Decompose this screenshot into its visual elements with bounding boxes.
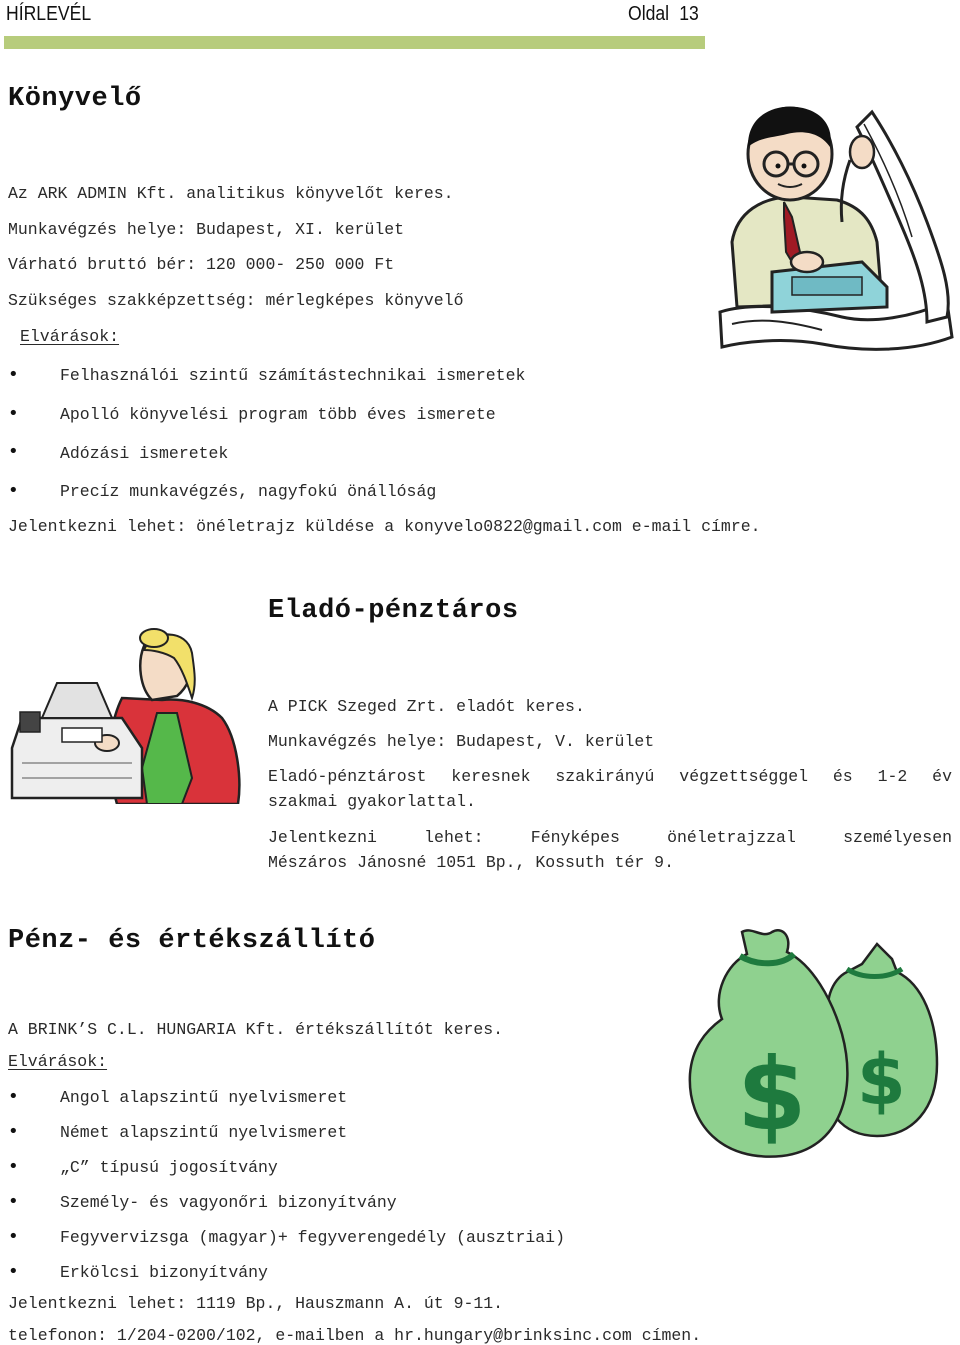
- bullet: •: [8, 480, 19, 501]
- header-bar: [4, 36, 705, 49]
- job2-apply: Jelentkezni lehet: Fényképes önéletrajzzal személyesen: [268, 828, 952, 847]
- job3-requirement: Német alapszintű nyelvismeret: [60, 1123, 348, 1142]
- newsletter-label: HÍRLEVÉL: [6, 3, 92, 25]
- page-label: Oldal: [628, 3, 670, 25]
- job3-requirement: „C” típusú jogosítvány: [60, 1158, 278, 1177]
- job3-contact: telefonon: 1/204-0200/102, e-mailben a hr.hungary@brinksinc.com címen.: [8, 1326, 702, 1345]
- job1-apply: Jelentkezni lehet: önéletrajz küldése a konyvelo0822@gmail.com e-mail címre.: [8, 517, 761, 536]
- job1-title: Könyvelő: [8, 84, 142, 114]
- bullet: •: [8, 441, 19, 462]
- job3-requirement: Erkölcsi bizonyítvány: [60, 1263, 268, 1282]
- job3-requirement: Személy- és vagyonőri bizonyítvány: [60, 1193, 397, 1212]
- job1-requirements-label: Elvárások:: [20, 327, 120, 346]
- job1-line: Munkavégzés helye: Budapest, XI. kerület: [8, 220, 405, 239]
- bullet: •: [8, 1121, 19, 1142]
- job1-requirement: Adózási ismeretek: [60, 444, 229, 463]
- cashier-clipart-icon: [2, 628, 248, 804]
- bullet: •: [8, 1086, 19, 1107]
- job2-description-cont: szakmai gyakorlattal.: [268, 792, 476, 811]
- bullet: •: [8, 1226, 19, 1247]
- bullet: •: [8, 1261, 19, 1282]
- money-bags-icon: [682, 924, 948, 1164]
- svg-text:$: $: [737, 1036, 807, 1153]
- job2-title: Eladó-pénztáros: [268, 596, 519, 626]
- job3-requirement: Angol alapszintű nyelvismeret: [60, 1088, 348, 1107]
- accountant-clipart-icon: [712, 102, 958, 358]
- bullet: •: [8, 1191, 19, 1212]
- job2-line: A PICK Szeged Zrt. eladót keres.: [268, 697, 585, 716]
- page-indicator: [628, 3, 699, 26]
- bullet: •: [8, 1156, 19, 1177]
- bullet: •: [8, 364, 19, 385]
- job3-requirements-label: Elvárások:: [8, 1052, 108, 1071]
- job2-description: Eladó-pénztárost keresnek szakirányú végzettséggel és 1-2 év: [268, 767, 952, 786]
- job1-line: Várható bruttó bér: 120 000- 250 000 Ft: [8, 255, 395, 274]
- job1-line: Az ARK ADMIN Kft. analitikus könyvelőt keres.: [8, 184, 454, 203]
- job3-intro: A BRINK’S C.L. HUNGARIA Kft. értékszállítót keres.: [8, 1020, 504, 1039]
- job3-title: Pénz- és értékszállító: [8, 926, 376, 956]
- job3-requirement: Fegyvervizsga (magyar)+ fegyverengedély (ausztriai): [60, 1228, 565, 1247]
- job1-line: Szükséges szakképzettség: mérlegképes könyvelő: [8, 291, 464, 310]
- job1-requirement: Precíz munkavégzés, nagyfokú önállóság: [60, 482, 437, 501]
- job3-apply: Jelentkezni lehet: 1119 Bp., Hauszmann A. út 9-11.: [8, 1294, 504, 1313]
- svg-text:$: $: [857, 1039, 906, 1121]
- bullet: •: [8, 403, 19, 424]
- job2-apply-address: Mészáros Jánosné 1051 Bp., Kossuth tér 9.: [268, 853, 674, 872]
- page-number: 13: [679, 3, 699, 25]
- job1-requirement: Apolló könyvelési program több éves ismerete: [60, 405, 496, 424]
- job2-line: Munkavégzés helye: Budapest, V. kerület: [268, 732, 655, 751]
- job1-requirement: Felhasználói szintű számítástechnikai ismeretek: [60, 366, 526, 385]
